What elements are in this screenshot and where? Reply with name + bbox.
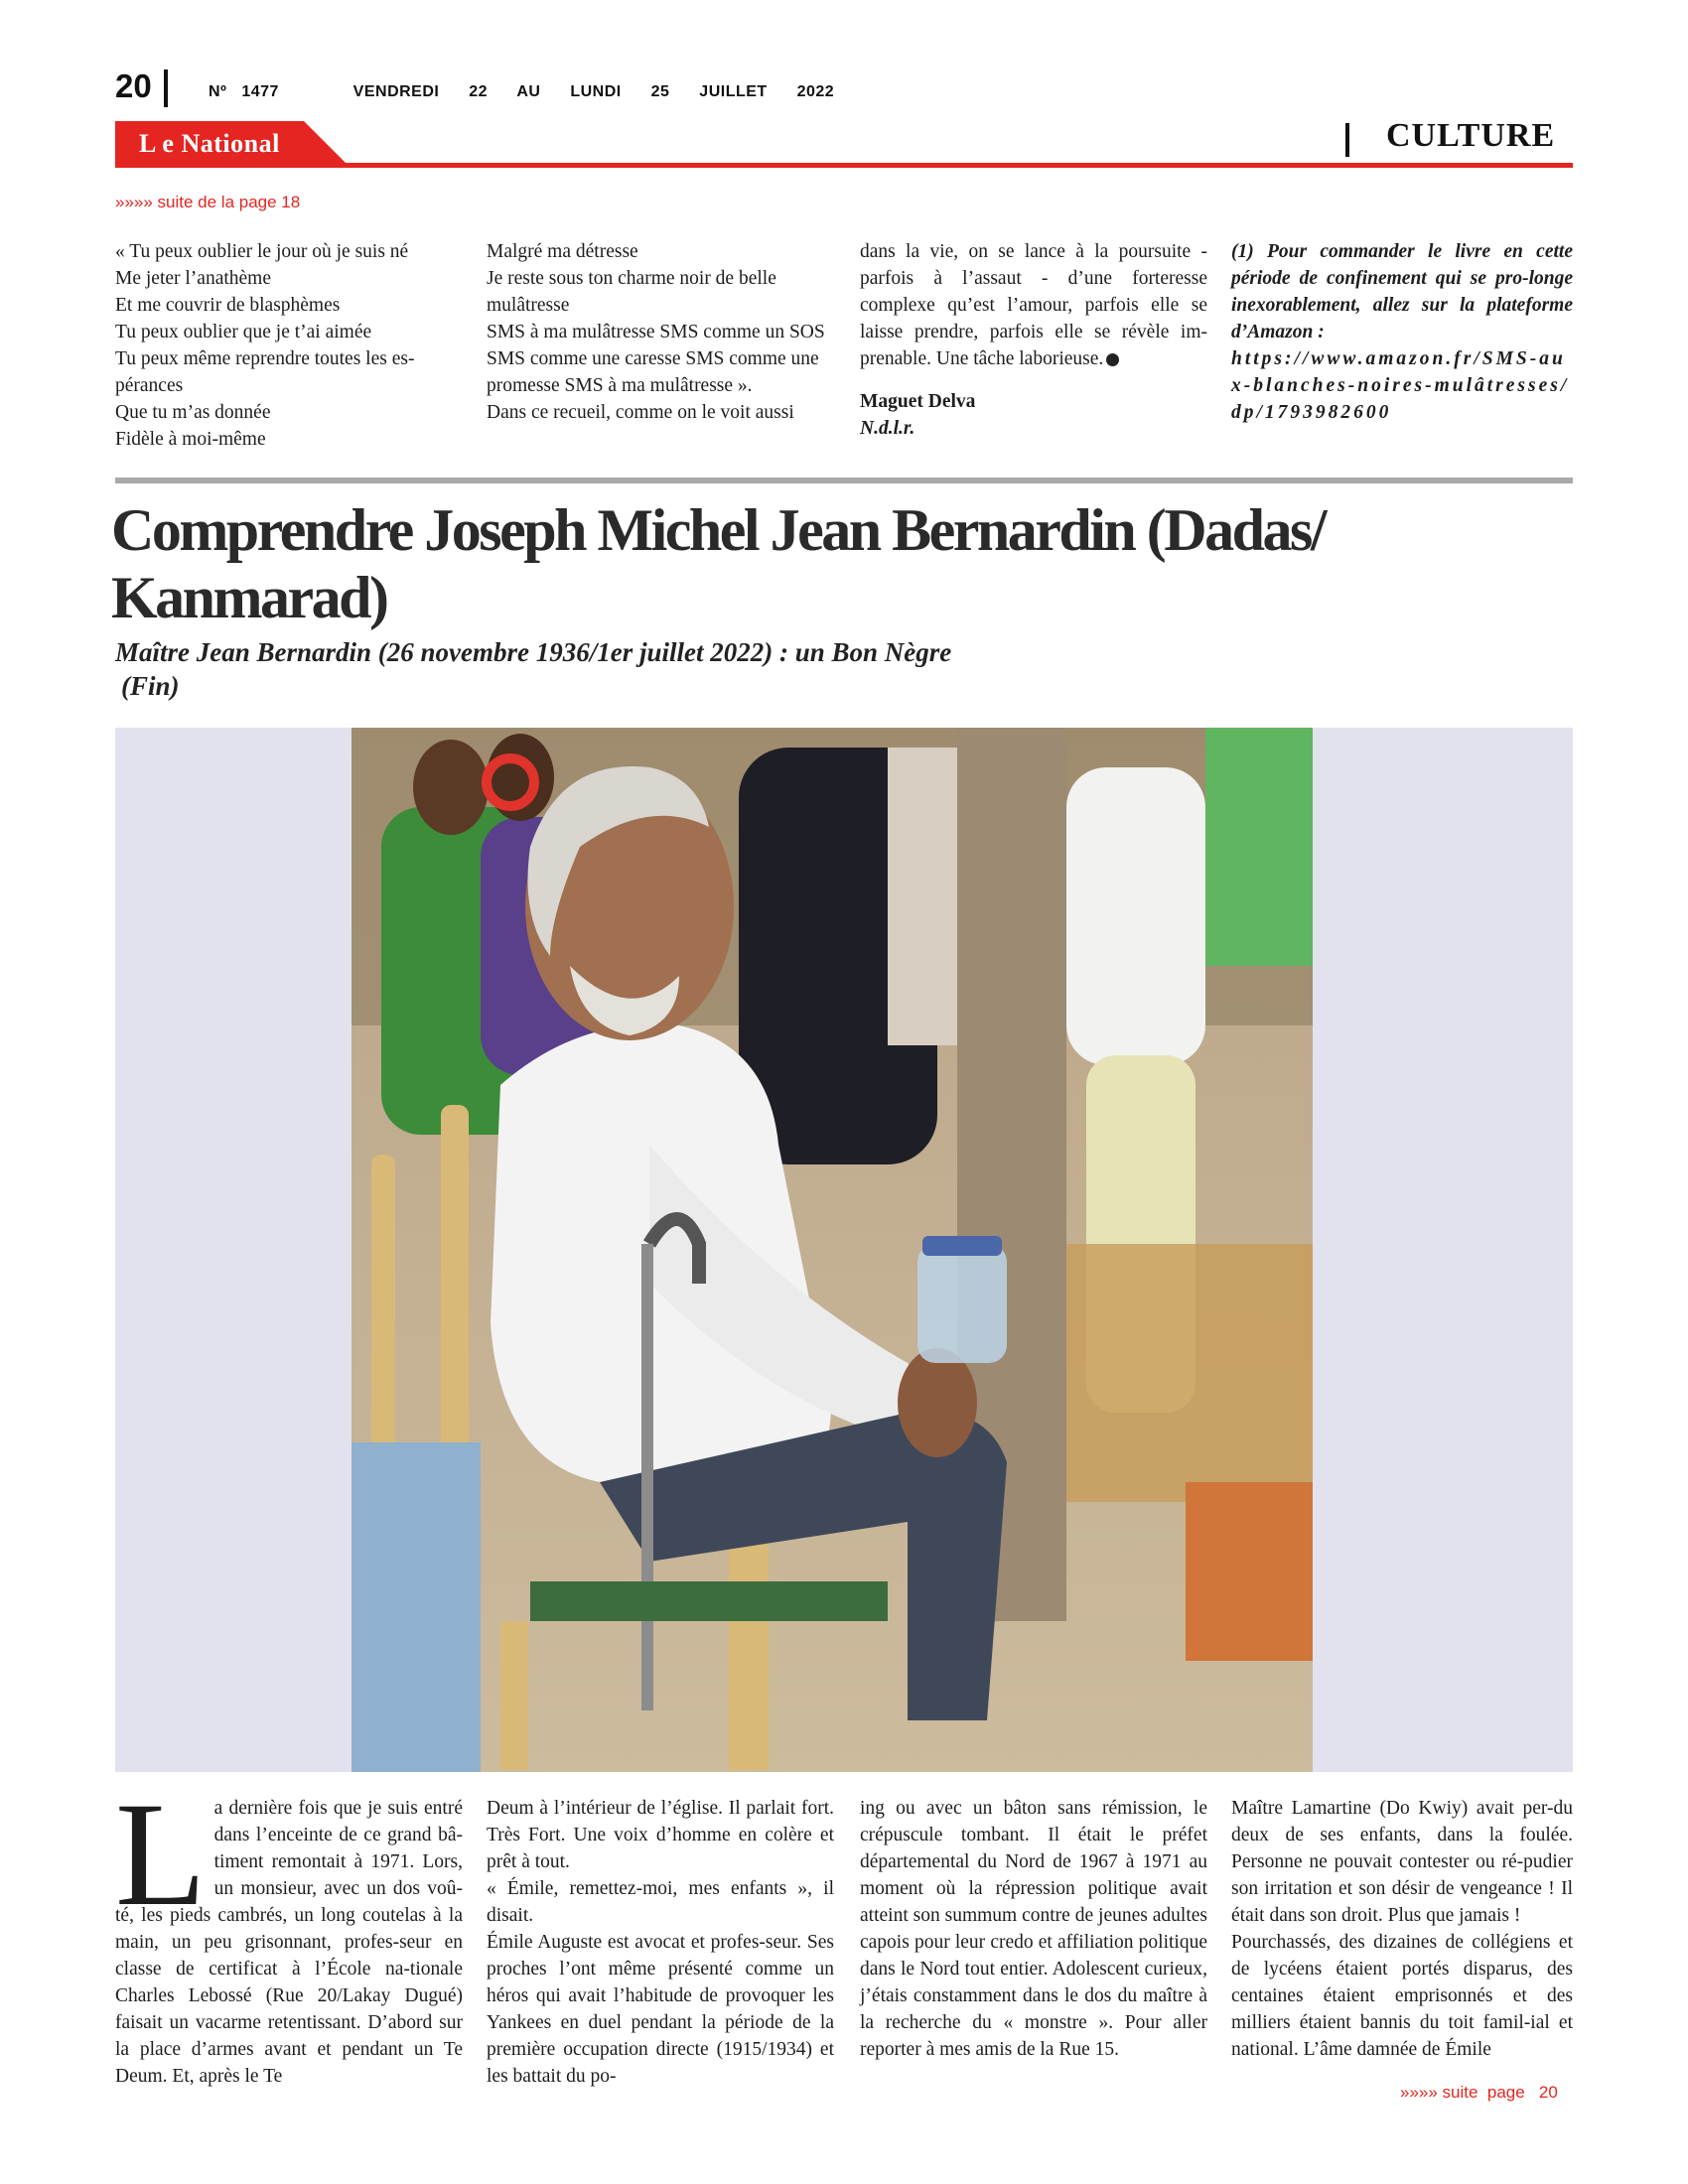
article-paragraph: Deum à l’intérieur de l’église. Il parlait fort. Très Fort. Une voix d’homme en colère et prêt à tout. <box>487 1798 834 1872</box>
article-photo <box>352 728 1313 1772</box>
article-col-1 <box>115 1772 463 2090</box>
page-number-divider <box>164 69 168 107</box>
article-subtitle <box>115 635 1307 703</box>
article-col-4 <box>1231 1795 1573 2063</box>
newspaper-logo: L e National <box>139 129 280 158</box>
subtitle-fin: (Fin) <box>121 671 180 701</box>
issue-dateline: Nº 1477 VENDREDI 22 AU LUNDI 25 JUILLET 2022 <box>209 83 835 100</box>
prev-article-col-3 <box>860 238 1207 442</box>
prev-article-col-1 <box>115 238 458 453</box>
article-quote: « Émile, remettez-moi, mes enfants », il disait. <box>487 1878 834 1926</box>
page-number: 20 <box>115 68 152 104</box>
section-label: CULTURE <box>1386 117 1556 154</box>
drop-cap: L <box>115 1772 207 1937</box>
article-paragraph: ing ou avec un bâton sans rémission, le crépuscule tombant. Il était le préfet départemental du Nord de 1967 à 1971 au moment où la répression politique avait atteint son summum contre de jeunes adultes capois pour leur credo et affiliation politique dans le Nord tout entier. Adolescent curieux, j’étais constamment dans le dos du maître à la recherche du « monstre ». Pour aller reporter à mes amis de la Rue 15. <box>860 1798 1207 2060</box>
article-paragraph: La dernière fois que je suis entré dans l’enceinte de ce grand bâ-timent remontait à 1971. Lors, un monsieur, avec un dos voû-té, les pieds cambrés, un long coutelas à la main, un peu grisonnant, profes-seur en classe de certificat à l’École na-tionale Charles Lebossé (Rue 20/Lakay Dugué) faisait un vacarme retentissant. D’abord sur la place d’armes avant et pendant un Te Deum. Et, après le Te <box>115 1772 463 2087</box>
article-col-2 <box>487 1795 834 2090</box>
amazon-link[interactable]: https://www.amazon.fr/SMS-aux-blanches-noires-mulâtresses/dp/1793982600 <box>1231 348 1570 423</box>
continued-from: »»»» suite de la page 18 <box>115 193 301 211</box>
article-paragraph: Maître Lamartine (Do Kwiy) avait per-du deux de ses enfants, dans la foulée. Personne ne pouvait contester ou ré-pudier son irritation et son désir de vengeance ! Il était dans son droit. Plus que jamais ! <box>1231 1798 1573 1926</box>
article-headline: Comprendre Joseph Michel Jean Bernardin (Dadas/ Kanmarad) <box>111 497 1325 630</box>
article-paragraph: Émile Auguste est avocat et profes-seur. Ses proches l’ont même présenté comme un héros qui avait l’habitude de provoquer les Yankees en duel pendant la période de la première occupation directe (1915/1934) et les battait du po- <box>487 1932 834 2087</box>
article-separator <box>115 478 1573 483</box>
poem-stanza: « Tu peux oublier le jour où je suis né Me jeter l’anathème Et me couvrir de blasphèmes Tu peux oublier que je t’ai aimée Tu peux même reprendre toutes les es-pérances Que tu m’as donnée Fidèle à moi-même <box>115 241 415 450</box>
prev-article-col-2 <box>487 238 834 426</box>
end-mark-icon <box>1106 353 1119 366</box>
article-col-3 <box>860 1795 1207 2063</box>
author-signature: Maguet Delva <box>860 391 976 412</box>
section-divider <box>1345 123 1349 157</box>
header-rule <box>115 163 1573 168</box>
article-text: dans la vie, on se lance à la poursuite - parfois à l’assaut - d’une forteresse complexe qu’est l’amour, parfois elle se laisse prendre, parfois elle se révèle im-prenable. Une tâche laborieuse. <box>860 241 1207 369</box>
poem-stanza: Malgré ma détresse Je reste sous ton charme noir de belle mulâtresse SMS à ma mulâtresse SMS comme un SOS SMS comme une caresse SMS comme une promesse SMS à ma mulâtresse ». Dans ce recueil, comme on le voit aussi <box>487 241 825 423</box>
continued-to: »»»» suite page 20 <box>1400 2083 1558 2102</box>
prev-article-col-4 <box>1231 238 1573 426</box>
article-paragraph: Pourchassés, des dizaines de collégiens et de lycéens étaient portés disparus, des centaines étaient emprisonnés et des milliers étaient bannis du toit famil-ial et national. L’âme damnée de Émile <box>1231 1932 1573 2060</box>
editor-note-label: N.d.l.r. <box>860 418 915 439</box>
footnote: (1) Pour commander le livre en cette période de confinement qui se pro-longe inexorablement, allez sur la plateforme d’Amazon : <box>1231 241 1573 342</box>
subtitle-line: Maître Jean Bernardin (26 novembre 1936/1er juillet 2022) : un Bon Nègre <box>115 637 952 667</box>
